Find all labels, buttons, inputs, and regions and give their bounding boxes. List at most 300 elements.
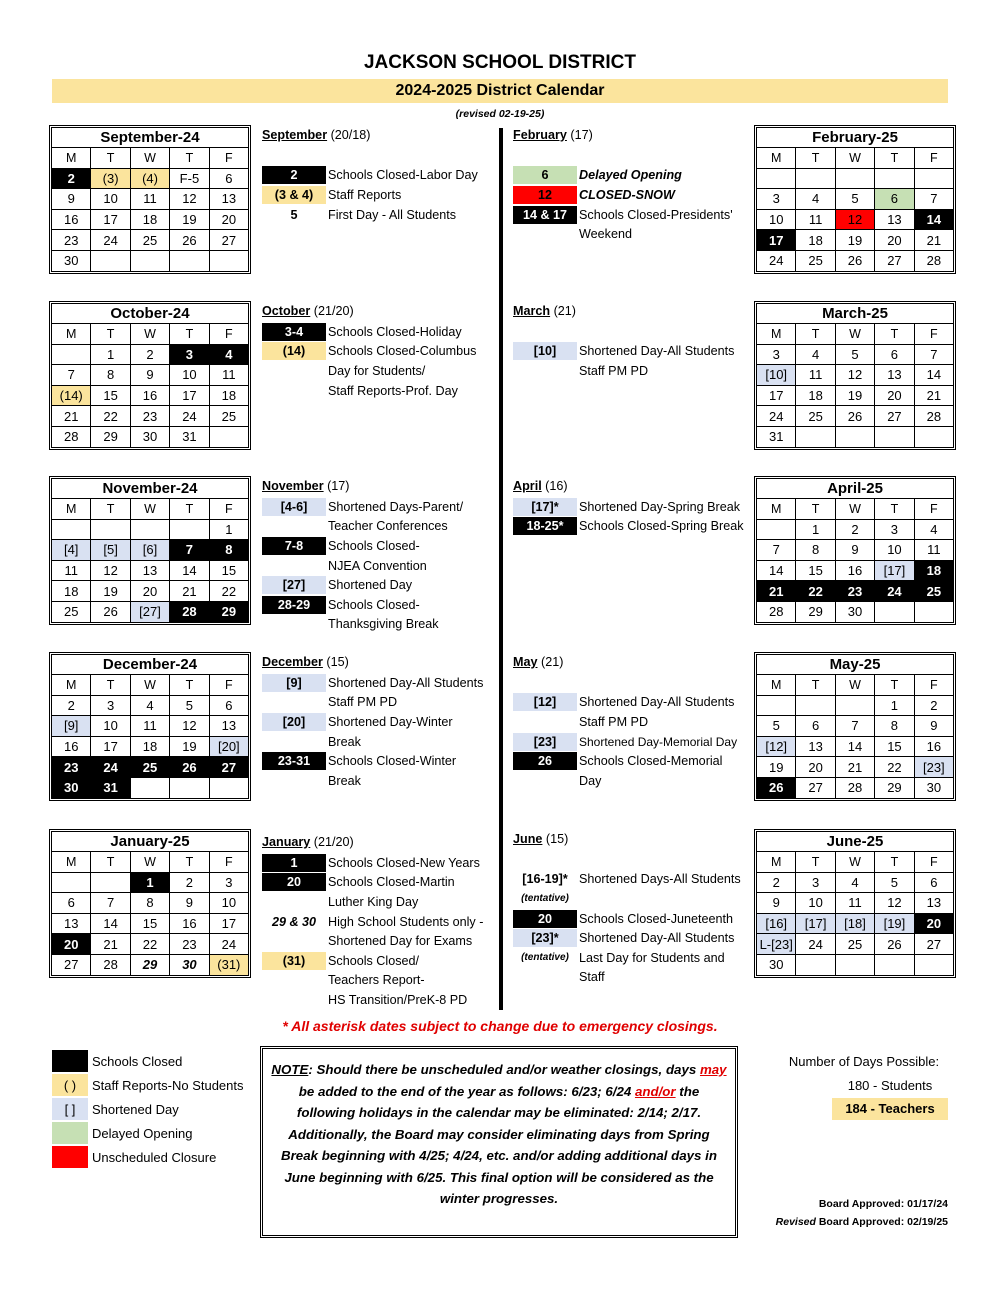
event-row — [513, 948, 751, 968]
legend-unscheduled-closure — [52, 1146, 216, 1168]
event-row — [513, 693, 751, 713]
event-date: [23] — [513, 733, 577, 751]
calendar-day-cell: 6 — [874, 189, 913, 209]
calendar-month-title: March-25 — [757, 304, 953, 324]
calendar-day-cell: 17 — [757, 230, 795, 250]
calendar-day-cell: 2 — [835, 520, 874, 540]
event-description: Shortened Day-Memorial Day — [579, 734, 738, 749]
calendar-day-cell: 5 — [772, 718, 780, 734]
calendar-day-cell: 21 — [90, 934, 129, 954]
calendar-day-cell — [52, 345, 90, 365]
calendar-day-cell: 18 — [914, 561, 953, 581]
calendar-day-cell — [90, 520, 129, 540]
events-april — [513, 477, 751, 536]
calendar-day-cell — [130, 778, 169, 798]
calendar-day-cell: [9] — [52, 716, 90, 736]
calendar-day-cell: 10 — [169, 365, 208, 385]
legend-label: Shortened Day — [92, 1101, 179, 1117]
event-date: [9] — [262, 674, 326, 692]
event-row — [513, 322, 751, 342]
calendar-day-cell — [874, 602, 913, 622]
calendar-day-cell: 9 — [169, 893, 208, 913]
calendar-day-cell: 24 — [795, 934, 834, 954]
calendar-day-cell — [757, 169, 795, 189]
event-row — [262, 892, 494, 912]
events-january — [262, 833, 494, 1010]
event-date: (tentative) — [521, 952, 569, 964]
calendar-day-cell: 26 — [169, 757, 208, 777]
calendar-day-cell: 13 — [130, 561, 169, 581]
calendar-month-title: December-24 — [52, 655, 248, 675]
calendar-day-cell: 21 — [914, 230, 953, 250]
calendar-day-cell: 9 — [772, 895, 780, 911]
calendar-day-cell: 3 — [772, 191, 780, 207]
weekday-label: W — [130, 675, 169, 695]
calendar-day-cell — [835, 169, 874, 189]
calendar-week-row — [52, 209, 248, 230]
legend-schools-closed — [52, 1050, 182, 1072]
event-row — [262, 166, 494, 186]
days-students: 180 - Students — [847, 1078, 933, 1093]
calendar-day-cell — [795, 169, 834, 189]
calendar-day-cell: 17 — [90, 737, 129, 757]
event-month-name: January — [262, 835, 311, 849]
event-month-heading — [513, 302, 751, 322]
event-month-name: May — [513, 655, 538, 669]
calendar-day-cell — [835, 696, 874, 716]
calendar-week-row — [52, 188, 248, 209]
weekday-label: T — [874, 675, 913, 695]
event-date — [513, 147, 577, 165]
calendar-day-cell: (4) — [130, 169, 169, 189]
event-row — [262, 912, 494, 932]
calendar-day-cell: 7 — [169, 540, 208, 560]
event-row — [513, 342, 751, 362]
event-date — [513, 968, 577, 986]
event-date: [23]* — [513, 929, 577, 947]
calendar-day-cell: 14 — [914, 210, 953, 230]
calendar-day-cell: 11 — [795, 365, 834, 385]
calendar-month-title: May-25 — [757, 655, 953, 675]
event-description: Schools Closed-New Years — [328, 855, 480, 870]
calendar-day-cell: 5 — [874, 873, 913, 893]
event-description: Shortened Day-All Students — [579, 695, 735, 710]
calendar-day-cell: 16 — [169, 914, 208, 934]
event-month-name: November — [262, 479, 324, 493]
calendar-week-row — [52, 344, 248, 365]
calendar-june — [754, 829, 956, 978]
calendar-day-cell: 14 — [169, 561, 208, 581]
calendar-day-cell: 5 — [169, 696, 208, 716]
event-row — [513, 968, 751, 988]
event-month-heading — [262, 302, 494, 322]
calendar-week-row — [52, 519, 248, 540]
event-description: Schools Closed-Presidents' — [579, 207, 733, 222]
weekday-header-row — [757, 324, 953, 344]
event-description: Luther King Day — [328, 894, 419, 909]
event-row — [262, 615, 494, 635]
event-month-name: April — [513, 479, 542, 493]
event-row — [513, 751, 751, 771]
calendar-day-cell — [795, 696, 834, 716]
event-day-count: (21) — [537, 655, 564, 669]
calendar-april — [754, 476, 956, 625]
weekday-header-row — [757, 499, 953, 519]
calendar-december — [49, 652, 251, 801]
calendar-day-cell: 6 — [874, 345, 913, 365]
calendar-day-cell: 3 — [795, 873, 834, 893]
event-month-name: March — [513, 304, 551, 318]
calendar-day-cell: 23 — [169, 934, 208, 954]
calendar-day-cell — [130, 251, 169, 271]
calendar-day-cell: 21 — [169, 581, 208, 601]
event-row — [262, 536, 494, 556]
event-month-heading — [513, 653, 751, 673]
calendar-day-cell: 25 — [914, 581, 953, 601]
event-day-count: (20/18) — [327, 128, 371, 142]
calendar-day-cell: 31 — [90, 778, 129, 798]
weekday-label: W — [130, 324, 169, 344]
calendar-day-cell: 20 — [795, 757, 834, 777]
calendar-day-cell: 14 — [90, 914, 129, 934]
event-description: Schools Closed- — [328, 538, 420, 553]
weekday-label: F — [209, 148, 248, 168]
weekday-label: F — [914, 852, 953, 872]
calendar-day-cell: 25 — [209, 406, 248, 426]
calendar-day-cell: 30 — [52, 778, 90, 798]
event-description: Thanksgiving Break — [328, 617, 439, 632]
event-date: [10] — [513, 342, 577, 360]
calendar-day-cell: 13 — [874, 210, 913, 230]
calendar-day-cell — [874, 955, 913, 975]
calendar-week-row — [757, 777, 953, 798]
event-day-count: (15) — [322, 655, 349, 669]
calendar-day-cell: [12] — [757, 737, 795, 757]
calendar-day-cell: 13 — [63, 916, 79, 932]
calendar-week-row — [52, 168, 248, 189]
event-description: Shortened Days-All Students — [579, 872, 741, 887]
weekday-label: F — [914, 499, 953, 519]
calendar-day-cell: 29 — [209, 602, 248, 622]
event-description: Schools Closed-Martin — [328, 875, 455, 890]
event-row — [262, 322, 494, 342]
calendar-week-row — [52, 933, 248, 954]
calendar-day-cell: 28 — [914, 406, 953, 426]
calendar-week-row — [757, 913, 953, 934]
event-date: 20 — [513, 910, 577, 928]
calendar-day-cell: 11 — [914, 540, 953, 560]
calendar-day-cell: 25 — [130, 230, 169, 250]
calendar-day-cell: 12 — [835, 210, 874, 230]
calendar-day-cell: 2 — [914, 696, 953, 716]
calendar-day-cell: 5 — [835, 345, 874, 365]
calendar-day-cell: 13 — [209, 189, 248, 209]
event-date: 12 — [513, 186, 577, 204]
calendar-day-cell: 17 — [768, 388, 784, 404]
event-row — [262, 990, 494, 1010]
weekday-label: T — [169, 148, 208, 168]
event-month-heading — [262, 653, 494, 673]
event-description: Break — [328, 773, 361, 788]
weekday-label: W — [835, 148, 874, 168]
event-description: HS Transition/PreK-8 PD — [328, 992, 468, 1007]
event-row — [262, 712, 494, 732]
calendar-day-cell: 10 — [90, 716, 129, 736]
events-september — [262, 126, 494, 224]
legend-swatch-closed — [52, 1050, 88, 1072]
calendar-week-row — [52, 250, 248, 271]
calendar-day-cell — [169, 520, 208, 540]
calendar-day-cell: 22 — [130, 934, 169, 954]
event-description: Staff — [579, 970, 605, 985]
calendar-day-cell: 1 — [209, 520, 248, 540]
calendar-week-row — [52, 913, 248, 934]
calendar-day-cell: 20 — [130, 581, 169, 601]
calendar-day-cell: 15 — [209, 561, 248, 581]
calendar-day-cell: 7 — [914, 189, 953, 209]
calendar-day-cell: 14 — [914, 365, 953, 385]
weekday-label: F — [209, 499, 248, 519]
calendar-day-cell: 7 — [67, 367, 75, 383]
event-description: Staff PM PD — [328, 695, 398, 710]
event-row — [262, 971, 494, 991]
calendar-day-cell: 19 — [90, 581, 129, 601]
calendar-subtitle: 2024-2025 District Calendar — [52, 79, 948, 103]
calendar-day-cell: 28 — [768, 604, 784, 620]
calendar-day-cell: 18 — [130, 210, 169, 230]
weekday-label: M — [65, 150, 77, 165]
event-description: Shortened Day-All Students — [328, 675, 484, 690]
calendar-day-cell: 15 — [795, 561, 834, 581]
events-june — [513, 830, 751, 987]
calendar-day-cell — [914, 602, 953, 622]
calendar-day-cell: 2 — [52, 169, 90, 189]
event-row — [513, 224, 751, 244]
event-description: Schools Closed-Labor Day — [328, 168, 478, 183]
event-date — [262, 893, 326, 911]
calendar-week-row — [757, 229, 953, 250]
weekday-label: W — [130, 148, 169, 168]
weekday-label: F — [209, 324, 248, 344]
note-line3: the following holidays in the calendar may be eliminated: 2/14; 2/17. — [296, 1083, 702, 1120]
event-description: Shortened Day-All Students — [579, 931, 735, 946]
calendar-day-cell: 2 — [772, 874, 780, 890]
calendar-day-cell: 9 — [67, 191, 75, 207]
calendar-day-cell: 6 — [209, 169, 248, 189]
calendar-day-cell: 23 — [63, 232, 79, 248]
weekday-label: T — [874, 499, 913, 519]
calendar-day-cell: 19 — [835, 230, 874, 250]
event-date — [262, 517, 326, 535]
note-andor: and/or — [634, 1083, 676, 1099]
calendar-week-row — [52, 229, 248, 250]
calendar-month-title: September-24 — [52, 128, 248, 148]
events-may — [513, 653, 751, 791]
event-description: Shortened Day — [328, 578, 413, 593]
calendar-day-cell: 3 — [169, 345, 208, 365]
legend-shortened-day — [52, 1098, 179, 1120]
calendar-january — [49, 829, 251, 978]
event-description: Weekend — [579, 227, 632, 242]
calendar-day-cell: 30 — [768, 957, 784, 973]
event-description: Schools Closed-Holiday — [328, 324, 462, 339]
calendar-day-cell: 28 — [914, 251, 953, 271]
event-description: Schools Closed/ — [328, 953, 420, 968]
event-date — [513, 362, 577, 380]
calendar-day-cell: 4 — [130, 696, 169, 716]
calendar-day-cell: [18] — [835, 914, 874, 934]
calendar-day-cell: 13 — [914, 893, 953, 913]
calendar-day-cell: 8 — [209, 540, 248, 560]
weekday-label: M — [770, 677, 782, 692]
calendar-day-cell: 27 — [874, 251, 913, 271]
weekday-label: M — [65, 854, 77, 869]
calendar-day-cell: F-5 — [169, 169, 208, 189]
event-date: [27] — [262, 576, 326, 594]
event-date: [20] — [262, 713, 326, 731]
event-date: (14) — [262, 342, 326, 360]
calendar-day-cell: 16 — [835, 561, 874, 581]
calendar-day-cell: 9 — [914, 716, 953, 736]
legend-staff-reports — [52, 1074, 244, 1096]
calendar-day-cell: [27] — [130, 602, 169, 622]
event-description: Day for Students/ — [328, 363, 426, 378]
calendar-day-cell: 22 — [209, 581, 248, 601]
calendar-week-row — [757, 209, 953, 230]
calendar-day-cell: 10 — [768, 212, 784, 228]
calendar-day-cell: 25 — [795, 406, 834, 426]
weekday-header-row — [757, 852, 953, 872]
weekday-header-row — [757, 148, 953, 168]
event-row — [513, 928, 751, 948]
calendar-day-cell: 8 — [130, 893, 169, 913]
calendar-day-cell — [52, 873, 90, 893]
calendar-day-cell: 19 — [835, 386, 874, 406]
weekday-label: T — [795, 852, 834, 872]
calendar-week-row — [52, 777, 248, 798]
calendar-day-cell: [16] — [757, 914, 795, 934]
calendar-day-cell — [757, 520, 795, 540]
calendar-day-cell — [795, 427, 834, 447]
calendar-day-cell: 21 — [914, 386, 953, 406]
calendar-day-cell: 30 — [63, 253, 79, 269]
event-row — [262, 673, 494, 693]
calendar-day-cell — [169, 778, 208, 798]
calendar-month-title: November-24 — [52, 479, 248, 499]
event-row — [513, 889, 751, 909]
calendar-day-cell: 28 — [835, 778, 874, 798]
event-row — [262, 595, 494, 615]
calendar-day-cell: 6 — [209, 696, 248, 716]
event-row — [262, 205, 494, 225]
calendar-day-cell: [17] — [795, 914, 834, 934]
calendar-day-cell: 3 — [874, 520, 913, 540]
calendar-day-cell: 5 — [835, 189, 874, 209]
event-row — [262, 381, 494, 401]
weekday-header-row — [52, 324, 248, 344]
calendar-day-cell: 23 — [835, 581, 874, 601]
calendar-day-cell: 29 — [130, 955, 169, 975]
event-date — [262, 733, 326, 751]
event-date: 5 — [290, 207, 298, 222]
event-row — [513, 361, 751, 381]
event-row — [262, 732, 494, 752]
calendar-month-title: January-25 — [52, 832, 248, 852]
calendar-day-cell: 18 — [130, 737, 169, 757]
calendar-day-cell — [914, 169, 953, 189]
calendar-day-cell: 7 — [772, 542, 780, 558]
calendar-day-cell — [874, 169, 913, 189]
event-row — [262, 853, 494, 873]
event-month-name: December — [262, 655, 323, 669]
calendar-week-row — [52, 385, 248, 406]
weekday-label: F — [914, 675, 953, 695]
calendar-day-cell: 26 — [835, 251, 874, 271]
event-description: Teachers Report- — [328, 973, 425, 988]
calendar-day-cell: 28 — [90, 955, 129, 975]
weekday-label: T — [795, 324, 834, 344]
event-description: Schools Closed-Winter — [328, 754, 457, 769]
event-date — [513, 225, 577, 243]
calendar-day-cell: 11 — [835, 893, 874, 913]
calendar-week-row — [52, 405, 248, 426]
legend-delayed-opening — [52, 1122, 192, 1144]
calendar-day-cell: 10 — [90, 189, 129, 209]
calendar-week-row — [757, 736, 953, 757]
legend-label: Schools Closed — [92, 1053, 183, 1069]
calendar-day-cell: [20] — [209, 737, 248, 757]
event-description: Schools Closed- — [328, 597, 420, 612]
calendar-day-cell — [52, 520, 90, 540]
calendar-day-cell: 11 — [64, 563, 78, 579]
event-description: Last Day for Students and — [579, 950, 725, 965]
calendar-november — [49, 476, 251, 625]
calendar-day-cell — [209, 427, 248, 447]
calendar-week-row — [757, 519, 953, 540]
calendar-day-cell: 24 — [209, 934, 248, 954]
calendar-day-cell: 10 — [209, 893, 248, 913]
event-date: 14 & 17 — [513, 206, 577, 224]
calendar-february — [754, 125, 956, 274]
weekday-label: T — [795, 148, 834, 168]
weekday-label: T — [90, 324, 129, 344]
event-month-heading — [513, 477, 751, 497]
event-month-heading — [513, 126, 751, 146]
event-row — [262, 693, 494, 713]
event-row — [262, 951, 494, 971]
board-approved: Board Approved: 01/17/24 — [818, 1198, 948, 1210]
weekday-label: F — [914, 324, 953, 344]
calendar-day-cell: 4 — [835, 873, 874, 893]
calendar-day-cell — [90, 251, 129, 271]
calendar-day-cell: 1 — [130, 873, 169, 893]
legend-label: Staff Reports-No Students — [92, 1077, 244, 1093]
event-date — [513, 772, 577, 790]
calendar-day-cell: 21 — [757, 581, 795, 601]
calendar-day-cell: 3 — [209, 873, 248, 893]
calendar-day-cell: 9 — [835, 540, 874, 560]
event-row — [262, 556, 494, 576]
weekday-label: F — [209, 675, 248, 695]
calendar-day-cell: 24 — [874, 581, 913, 601]
event-date: [12] — [513, 693, 577, 711]
calendar-day-cell: 18 — [63, 583, 79, 599]
event-row — [513, 850, 751, 870]
calendar-day-cell: 27 — [795, 778, 834, 798]
calendar-week-row — [757, 385, 953, 406]
calendar-week-row — [757, 601, 953, 622]
calendar-day-cell: 31 — [768, 429, 784, 445]
